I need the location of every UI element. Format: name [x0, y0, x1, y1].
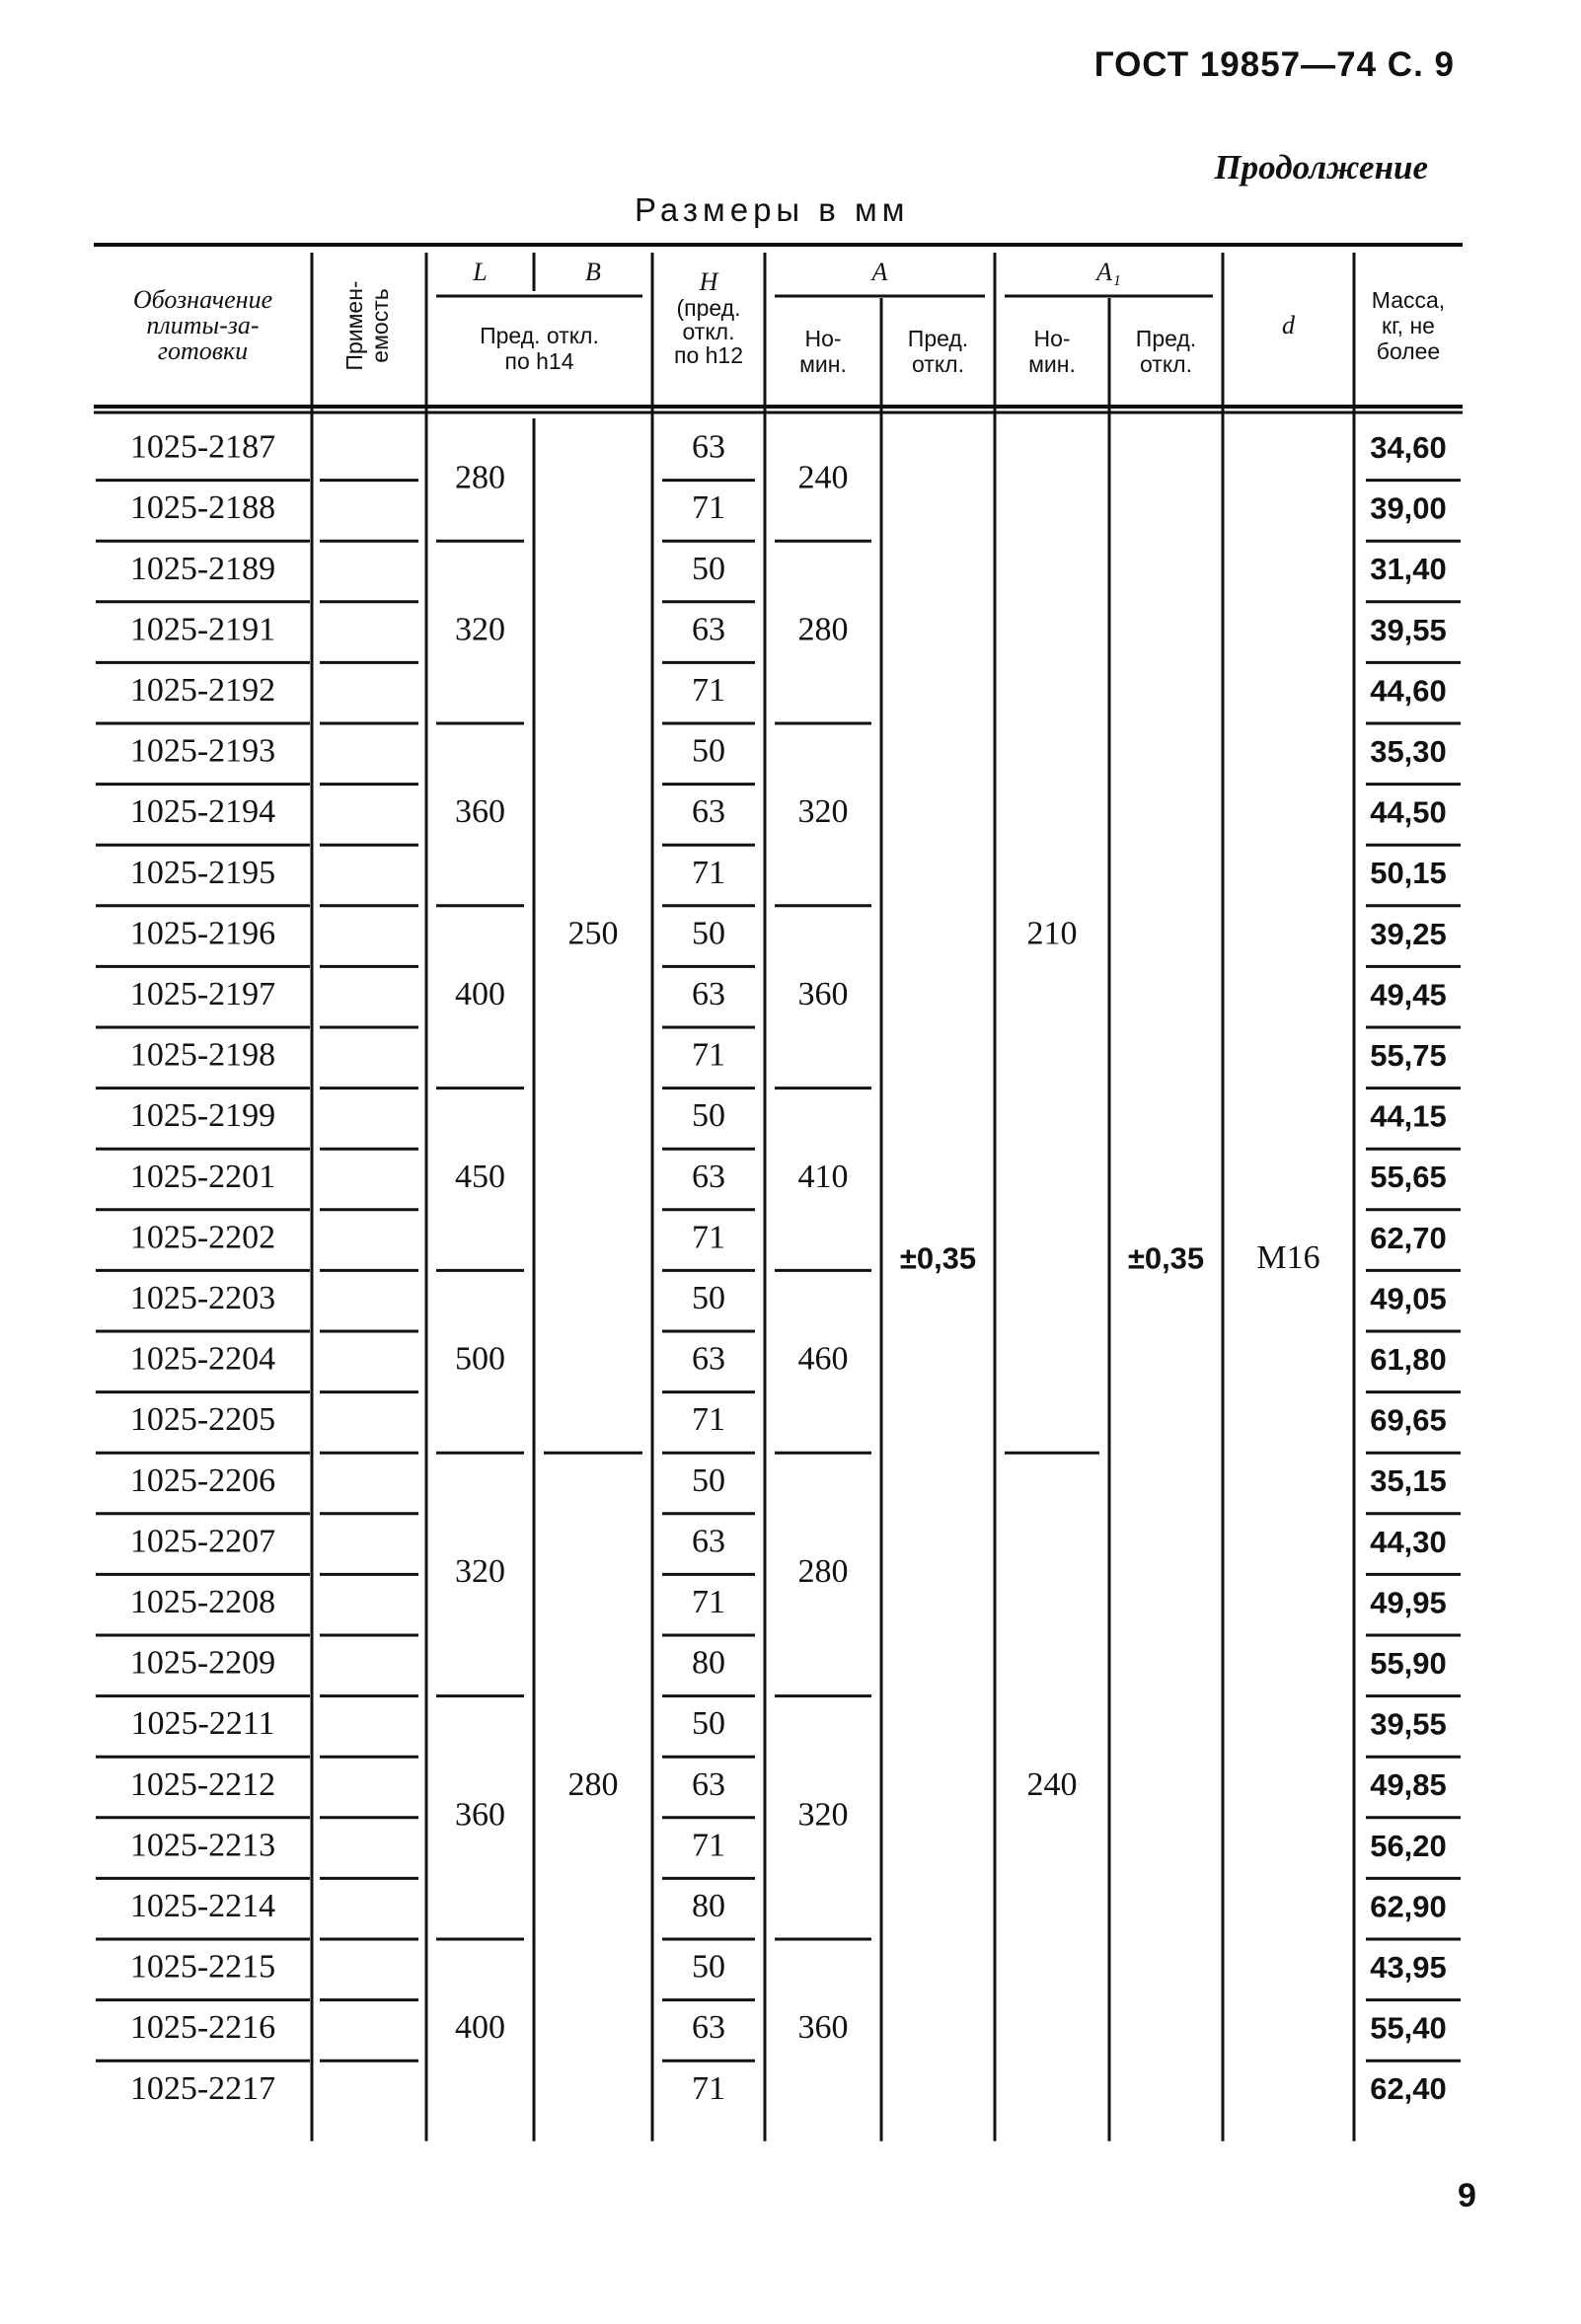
row-mass: 62,70 — [1370, 1220, 1447, 1255]
row-H: 71 — [692, 854, 725, 891]
row-H: 63 — [692, 1158, 725, 1195]
row-H: 50 — [692, 1462, 725, 1499]
header-LB-tolerance: по h14 — [504, 348, 574, 375]
row-designation: 1025-2213 — [129, 1827, 276, 1864]
row-designation: 1025-2211 — [130, 1705, 275, 1743]
page-header: ГОСТ 19857—74 С. 9 — [1093, 45, 1455, 84]
group-A: 360 — [797, 2009, 849, 2047]
header-A1-nominal: мин. — [1028, 351, 1076, 378]
row-designation: 1025-2192 — [129, 671, 276, 709]
row-mass: 39,55 — [1370, 612, 1447, 647]
group-A: 320 — [797, 1796, 849, 1834]
row-mass: 35,30 — [1370, 733, 1447, 769]
row-mass: 49,05 — [1370, 1281, 1447, 1316]
row-designation: 1025-2191 — [129, 611, 276, 648]
row-H: 80 — [692, 1887, 725, 1924]
header-A1-tolerance: откл. — [1140, 351, 1192, 378]
row-mass: 55,40 — [1370, 2010, 1447, 2046]
row-H: 71 — [692, 1219, 725, 1256]
row-H: 50 — [692, 550, 725, 587]
header-A-nominal: Но- — [804, 326, 842, 352]
group-L: 360 — [455, 1796, 505, 1834]
row-mass: 50,15 — [1370, 856, 1447, 891]
row-mass: 49,45 — [1370, 977, 1447, 1012]
row-mass: 35,15 — [1370, 1463, 1447, 1499]
row-H: 80 — [692, 1644, 725, 1682]
d-value: M16 — [1256, 1239, 1320, 1277]
group-L: 320 — [455, 1553, 505, 1591]
row-H: 63 — [692, 428, 725, 466]
row-designation: 1025-2216 — [129, 2009, 276, 2047]
group-A: 240 — [797, 459, 849, 496]
group-L: 400 — [455, 2009, 505, 2047]
row-designation: 1025-2193 — [129, 732, 276, 770]
row-mass: 55,65 — [1370, 1160, 1447, 1195]
row-H: 63 — [692, 611, 725, 648]
row-designation: 1025-2207 — [129, 1523, 276, 1560]
row-H: 50 — [692, 1705, 725, 1743]
row-designation: 1025-2198 — [129, 1036, 276, 1074]
header-designation: плиты-за- — [146, 310, 260, 339]
header-applicability-line: Примен- — [341, 280, 368, 371]
header-A-nominal: мин. — [799, 351, 847, 378]
row-designation: 1025-2209 — [129, 1644, 276, 1682]
group-B: 280 — [567, 1765, 619, 1803]
header-A-tolerance: откл. — [912, 351, 964, 378]
header-H-tolerance: (пред. — [676, 295, 741, 322]
row-mass: 56,20 — [1370, 1828, 1447, 1863]
row-H: 63 — [692, 1765, 725, 1803]
group-A: 460 — [797, 1340, 849, 1378]
row-designation: 1025-2195 — [129, 854, 276, 891]
row-mass: 31,40 — [1370, 552, 1447, 587]
row-designation: 1025-2188 — [129, 489, 276, 527]
header-A-tolerance: Пред. — [907, 326, 969, 352]
header-applicability — [341, 280, 393, 370]
row-designation: 1025-2194 — [129, 793, 276, 831]
group-A: 410 — [797, 1158, 849, 1195]
row-H: 50 — [692, 915, 725, 952]
row-designation: 1025-2205 — [129, 1401, 276, 1439]
header-H: H — [699, 266, 718, 296]
group-A: 280 — [797, 611, 849, 648]
units-caption: Размеры в мм — [635, 191, 910, 228]
row-mass: 55,90 — [1370, 1645, 1447, 1681]
row-designation: 1025-2215 — [129, 1948, 276, 1986]
A-tolerance-value: ±0,35 — [899, 1240, 977, 1276]
header-mass: кг, не — [1382, 313, 1435, 339]
row-H: 63 — [692, 1340, 725, 1378]
row-mass: 62,40 — [1370, 2071, 1447, 2107]
row-H: 63 — [692, 2009, 725, 2047]
row-H: 63 — [692, 1523, 725, 1560]
row-mass: 69,65 — [1370, 1402, 1447, 1438]
row-H: 71 — [692, 1583, 725, 1620]
row-H: 50 — [692, 1097, 725, 1135]
header-d: d — [1282, 310, 1295, 339]
row-designation: 1025-2206 — [129, 1462, 276, 1499]
row-mass: 44,15 — [1370, 1098, 1447, 1134]
header-applicability-line: емость — [367, 288, 394, 363]
row-designation: 1025-2201 — [129, 1158, 276, 1195]
header-A1-nominal: Но- — [1033, 326, 1071, 352]
row-designation: 1025-2199 — [129, 1097, 276, 1135]
row-mass: 39,55 — [1370, 1706, 1447, 1742]
row-mass: 34,60 — [1370, 429, 1447, 465]
group-A1: 210 — [1026, 915, 1078, 952]
row-mass: 44,50 — [1370, 794, 1447, 830]
header-H-tolerance: по h12 — [673, 342, 744, 369]
row-mass: 49,85 — [1370, 1767, 1447, 1803]
group-L: 450 — [455, 1158, 505, 1195]
group-L: 280 — [455, 459, 505, 496]
row-H: 71 — [692, 671, 725, 709]
row-designation: 1025-2217 — [129, 2069, 276, 2107]
row-H: 71 — [692, 1827, 725, 1864]
row-mass: 49,95 — [1370, 1585, 1447, 1620]
group-A: 280 — [797, 1553, 849, 1591]
row-H: 50 — [692, 732, 725, 770]
row-H: 71 — [692, 1401, 725, 1439]
row-mass: 55,75 — [1370, 1037, 1447, 1073]
group-A1: 240 — [1026, 1765, 1078, 1803]
header-L: L — [473, 257, 488, 286]
group-L: 400 — [455, 975, 505, 1012]
A1-tolerance-value: ±0,35 — [1127, 1240, 1205, 1276]
header-A1: A₁ — [1096, 257, 1121, 286]
row-H: 71 — [692, 2069, 725, 2107]
row-mass: 62,90 — [1370, 1889, 1447, 1924]
group-A: 320 — [797, 793, 849, 831]
header-LB-tolerance: Пред. откл. — [480, 323, 599, 349]
row-H: 63 — [692, 975, 725, 1012]
row-designation: 1025-2189 — [129, 550, 276, 587]
row-mass: 61,80 — [1370, 1341, 1447, 1377]
row-designation: 1025-2204 — [129, 1340, 276, 1378]
group-B: 250 — [567, 915, 619, 952]
row-mass: 43,95 — [1370, 1949, 1447, 1985]
group-L: 320 — [455, 611, 505, 648]
row-H: 71 — [692, 1036, 725, 1074]
row-designation: 1025-2208 — [129, 1583, 276, 1620]
group-A: 360 — [797, 975, 849, 1012]
row-mass: 44,30 — [1370, 1524, 1447, 1559]
header-designation: готовки — [157, 336, 249, 365]
continuation-label: Продолжение — [1214, 148, 1428, 187]
row-designation: 1025-2197 — [129, 975, 276, 1012]
header-B: B — [585, 257, 601, 286]
header-H-tolerance: откл. — [682, 319, 735, 345]
row-mass: 44,60 — [1370, 673, 1447, 709]
group-L: 500 — [455, 1340, 505, 1378]
row-designation: 1025-2196 — [129, 915, 276, 952]
row-mass: 39,00 — [1370, 490, 1447, 526]
header-mass: более — [1376, 338, 1441, 365]
row-H: 50 — [692, 1279, 725, 1316]
row-mass: 39,25 — [1370, 916, 1447, 951]
header-A: A — [871, 257, 888, 286]
row-designation: 1025-2214 — [129, 1887, 276, 1924]
header-designation: Обозначение — [132, 284, 273, 314]
row-H: 50 — [692, 1948, 725, 1986]
row-designation: 1025-2202 — [129, 1219, 276, 1256]
row-H: 71 — [692, 489, 725, 527]
row-H: 63 — [692, 793, 725, 831]
row-designation: 1025-2203 — [129, 1279, 276, 1316]
row-designation: 1025-2187 — [129, 428, 276, 466]
header-mass: Масса, — [1371, 287, 1446, 314]
page-number: 9 — [1458, 2177, 1476, 2214]
header-A1-tolerance: Пред. — [1135, 326, 1197, 352]
group-L: 360 — [455, 793, 505, 831]
row-designation: 1025-2212 — [129, 1765, 276, 1803]
